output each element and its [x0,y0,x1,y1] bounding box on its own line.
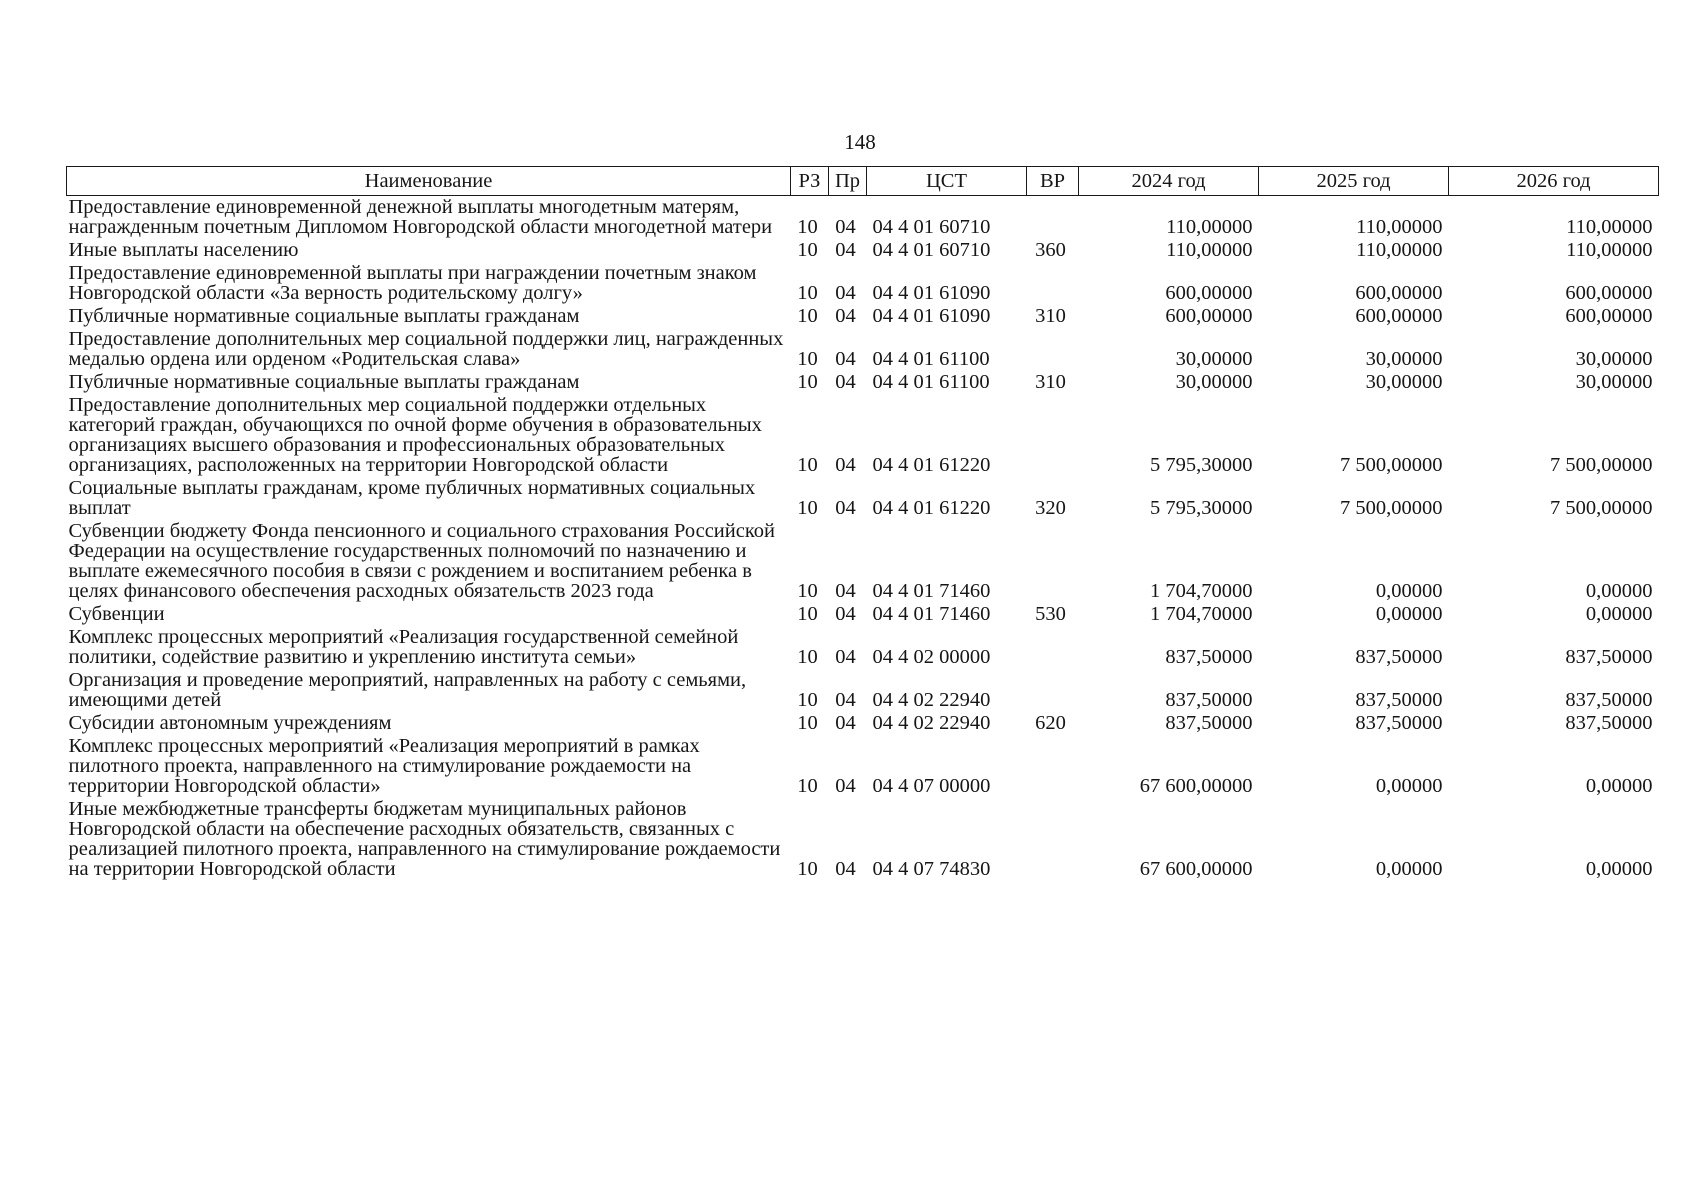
cell-cst: 04 4 01 61090 [872,305,991,327]
cell-pr: 04 [835,580,856,602]
cell-y2024: 1 704,70000 [1150,580,1253,602]
cell-y2025: 7 500,00000 [1340,454,1443,476]
cell-y2024: 600,00000 [1165,305,1253,327]
cell-y2025: 600,00000 [1355,305,1443,327]
cell-pr: 04 [835,216,856,238]
cell-y2026: 30,00000 [1575,371,1653,393]
cell-y2026: 837,50000 [1565,712,1653,734]
cell-name: Социальные выплаты гражданам, кроме публичных нормативных социальных выплат [68,477,756,519]
table-row [67,262,1659,305]
cell-rz: 10 [797,497,818,519]
table-row [67,520,1659,603]
cell-rz: 10 [797,239,818,261]
cell-cst: 04 4 01 61100 [872,348,990,370]
cell-y2025: 0,00000 [1375,580,1443,602]
cell-vr [1027,262,1079,305]
cell-pr: 04 [835,858,856,880]
cell-rz: 10 [797,282,818,304]
header-cst: ЦСТ [867,167,1027,196]
cell-y2026: 0,00000 [1585,775,1653,797]
cell-y2024: 67 600,00000 [1139,858,1253,880]
cell-vr [1027,798,1079,881]
cell-y2026: 0,00000 [1585,580,1653,602]
cell-cst: 04 4 01 61100 [872,371,990,393]
cell-y2024: 67 600,00000 [1139,775,1253,797]
cell-y2024: 110,00000 [1166,239,1253,261]
cell-cst: 04 4 01 60710 [872,216,991,238]
cell-y2025: 30,00000 [1365,348,1443,370]
cell-pr: 04 [835,282,856,304]
cell-pr: 04 [835,239,856,261]
cell-name: Публичные нормативные социальные выплаты гражданам [68,305,580,327]
header-2025: 2025 год [1259,167,1449,196]
cell-name: Иные выплаты населению [68,239,299,261]
cell-name: Комплекс процессных мероприятий «Реализация мероприятий в рамках пилотного проекта, направленного на стимулирование рождаемости на территории Новгородской области» [68,735,700,797]
cell-y2025: 0,00000 [1375,603,1443,625]
cell-vr [1027,735,1079,798]
cell-rz: 10 [797,305,818,327]
cell-y2024: 5 795,30000 [1150,454,1253,476]
header-pr: Пр [829,167,867,196]
cell-pr: 04 [835,646,856,668]
cell-name: Организация и проведение мероприятий, направленных на работу с семьями, имеющими детей [68,669,747,711]
cell-vr: 360 [1035,239,1066,261]
cell-y2026: 110,00000 [1566,239,1653,261]
cell-name: Предоставление единовременной денежной выплаты многодетным матерям, награжденным почетным Дипломом Новгородской области многодетной матери [68,196,773,238]
cell-y2025: 600,00000 [1355,282,1443,304]
table-row [67,712,1659,735]
cell-pr: 04 [835,775,856,797]
cell-y2024: 5 795,30000 [1150,497,1253,519]
cell-pr: 04 [835,689,856,711]
cell-cst: 04 4 01 61090 [872,282,991,304]
cell-pr: 04 [835,348,856,370]
cell-rz: 10 [797,858,818,880]
header-row [67,167,1659,196]
cell-cst: 04 4 01 71460 [872,603,991,625]
cell-vr [1027,394,1079,477]
cell-name: Предоставление дополнительных мер социальной поддержки отдельных категорий граждан, обучающихся по очной форме обучения в образовательных организациях высшего образования и профессиональных образовательных организациях, расположенных на территории Новгородской области [68,394,762,476]
cell-cst: 04 4 07 00000 [872,775,991,797]
cell-cst: 04 4 01 61220 [872,497,991,519]
cell-vr: 530 [1035,603,1066,625]
cell-y2026: 30,00000 [1575,348,1653,370]
cell-y2025: 0,00000 [1375,775,1443,797]
cell-y2026: 837,50000 [1565,646,1653,668]
cell-y2025: 110,00000 [1356,216,1443,238]
header-name: Наименование [67,167,791,196]
cell-cst: 04 4 07 74830 [872,858,991,880]
budget-table [66,166,1659,881]
cell-pr: 04 [835,497,856,519]
cell-y2026: 600,00000 [1565,282,1653,304]
header-2026: 2026 год [1449,167,1659,196]
table-row [67,477,1659,520]
cell-name: Предоставление единовременной выплаты при награждении почетным знаком Новгородской области «За верность родительскому долгу» [68,262,757,304]
cell-vr [1027,520,1079,603]
cell-y2026: 110,00000 [1566,216,1653,238]
cell-y2025: 837,50000 [1355,646,1443,668]
header-vr: ВР [1027,167,1079,196]
cell-pr: 04 [835,603,856,625]
cell-y2025: 837,50000 [1355,712,1443,734]
table-row [67,735,1659,798]
cell-name: Субсидии автономным учреждениям [68,712,392,734]
cell-rz: 10 [797,775,818,797]
table-row [67,196,1659,240]
cell-y2025: 110,00000 [1356,239,1443,261]
cell-pr: 04 [835,454,856,476]
cell-y2025: 0,00000 [1375,858,1443,880]
cell-pr: 04 [835,371,856,393]
cell-y2024: 837,50000 [1165,689,1253,711]
cell-rz: 10 [797,646,818,668]
cell-y2026: 7 500,00000 [1550,454,1653,476]
cell-y2024: 30,00000 [1175,348,1253,370]
table-row [67,798,1659,881]
cell-y2024: 837,50000 [1165,646,1253,668]
cell-cst: 04 4 01 60710 [872,239,991,261]
table-row [67,239,1659,262]
cell-vr [1027,328,1079,371]
cell-cst: 04 4 02 22940 [872,712,991,734]
page-number: 148 [844,130,876,154]
cell-pr: 04 [835,305,856,327]
cell-cst: 04 4 01 61220 [872,454,991,476]
table-row [67,669,1659,712]
cell-rz: 10 [797,603,818,625]
cell-vr [1027,626,1079,669]
cell-y2026: 0,00000 [1585,858,1653,880]
table-row [67,394,1659,477]
cell-rz: 10 [797,216,818,238]
header-rz: РЗ [791,167,829,196]
cell-y2024: 110,00000 [1166,216,1253,238]
cell-vr: 320 [1035,497,1066,519]
table-row [67,305,1659,328]
cell-name: Субвенции бюджету Фонда пенсионного и социального страхования Российской Федерации на осуществление государственных полномочий по назначению и выплате ежемесячного пособия в связи с рождением и воспитанием ребенка в целях финансового обеспечения расходных обязательств 2023 года [68,520,775,602]
cell-y2024: 1 704,70000 [1150,603,1253,625]
table-row [67,626,1659,669]
table-row [67,603,1659,626]
cell-y2026: 837,50000 [1565,689,1653,711]
cell-y2026: 0,00000 [1585,603,1653,625]
cell-name: Предоставление дополнительных мер социальной поддержки лиц, награжденных медалью ордена или орденом «Родительская слава» [68,328,784,370]
header-2024: 2024 год [1079,167,1259,196]
cell-y2024: 837,50000 [1165,712,1253,734]
cell-rz: 10 [797,580,818,602]
cell-name: Иные межбюджетные трансферты бюджетам муниципальных районов Новгородской области на обеспечение расходных обязательств, связанных с реализацией пилотного проекта, направленного на стимулирование рождаемости на территории Новгородской области [68,798,781,880]
cell-vr [1027,669,1079,712]
cell-rz: 10 [797,371,818,393]
cell-vr: 310 [1035,371,1066,393]
cell-cst: 04 4 02 22940 [872,689,991,711]
cell-pr: 04 [835,712,856,734]
table-body [67,196,1659,882]
cell-cst: 04 4 02 00000 [872,646,991,668]
cell-rz: 10 [797,689,818,711]
cell-rz: 10 [797,712,818,734]
cell-y2024: 30,00000 [1175,371,1253,393]
cell-y2025: 30,00000 [1365,371,1443,393]
cell-y2025: 837,50000 [1355,689,1443,711]
cell-y2026: 7 500,00000 [1550,497,1653,519]
cell-y2024: 600,00000 [1165,282,1253,304]
cell-vr [1027,196,1079,240]
cell-y2026: 600,00000 [1565,305,1653,327]
cell-name: Субвенции [68,603,165,625]
table-row [67,371,1659,394]
cell-cst: 04 4 01 71460 [872,580,991,602]
table-header [67,167,1659,196]
cell-name: Публичные нормативные социальные выплаты гражданам [68,371,580,393]
cell-rz: 10 [797,348,818,370]
cell-vr: 310 [1035,305,1066,327]
cell-name: Комплекс процессных мероприятий «Реализация государственной семейной политики, содействие развитию и укреплению института семьи» [68,626,739,668]
cell-y2025: 7 500,00000 [1340,497,1443,519]
cell-rz: 10 [797,454,818,476]
cell-vr: 620 [1035,712,1066,734]
table-row [67,328,1659,371]
